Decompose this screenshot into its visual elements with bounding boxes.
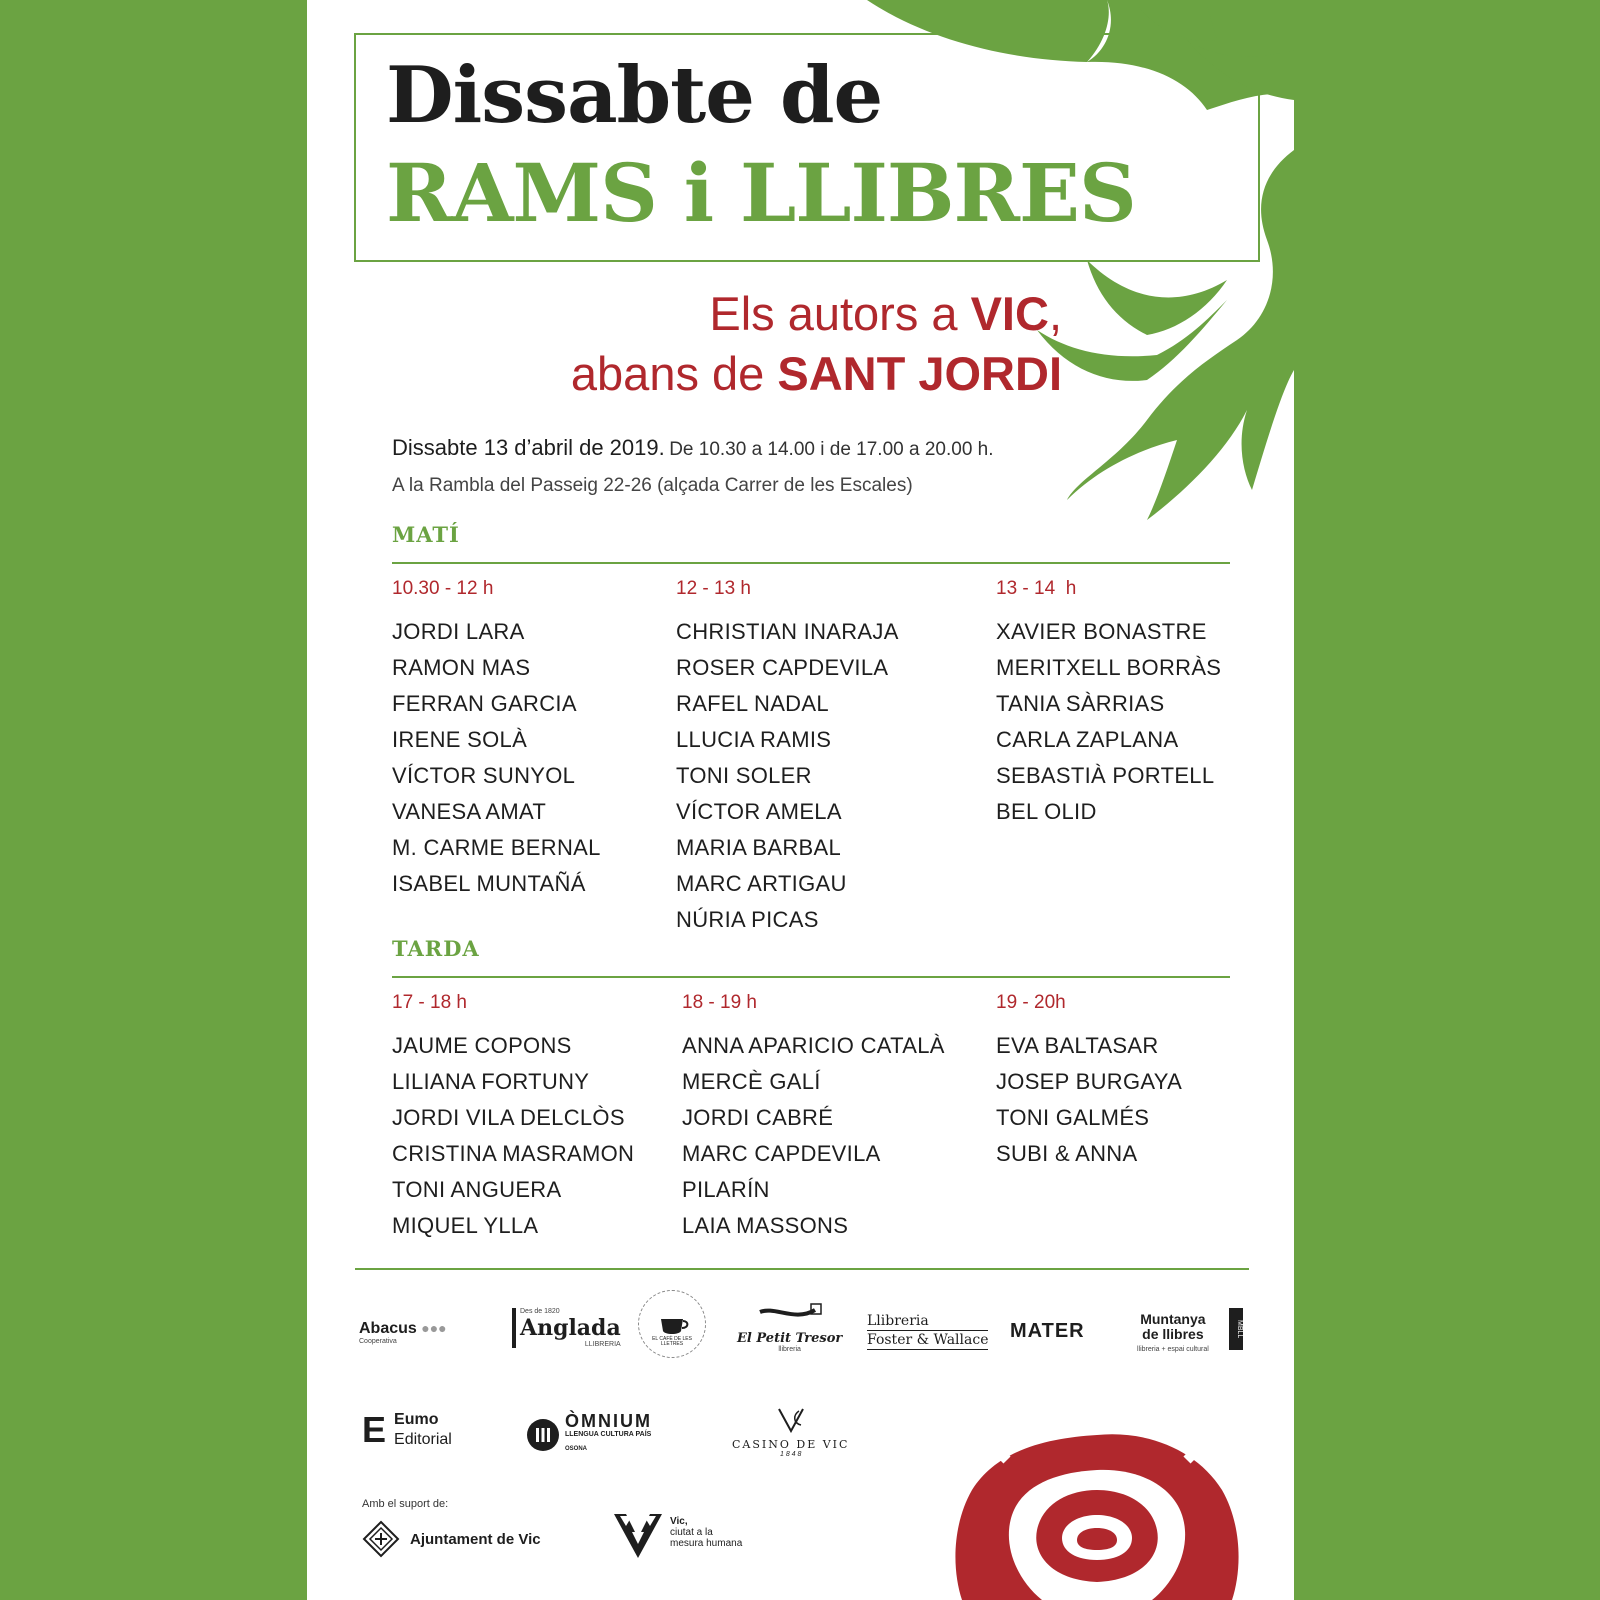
- vic-ciutat-logo: [612, 1512, 742, 1560]
- time-slot: 17 - 18 h: [392, 992, 467, 1013]
- petit-tresor-icon: [755, 1302, 825, 1326]
- support-label: Amb el suport de:: [362, 1498, 449, 1510]
- afternoon-label: TARDA: [392, 936, 480, 961]
- ajuntament-name: Ajuntament de Vic: [410, 1530, 541, 1548]
- author-name: JORDI LARA: [392, 619, 525, 644]
- author-name: CRISTINA MASRAMON: [392, 1141, 635, 1166]
- time-slot: 12 - 13 h: [676, 578, 751, 599]
- casino-v-icon: [771, 1405, 811, 1433]
- subtitle-line-1: [709, 287, 1062, 340]
- author-name: VANESA AMAT: [392, 799, 547, 824]
- time-slot: 19 - 20h: [996, 992, 1066, 1013]
- morning-label: MATÍ: [392, 522, 460, 547]
- abacus-sub: Cooperativa: [359, 1338, 397, 1345]
- author-name: TONI GALMÉS: [996, 1105, 1150, 1130]
- author-name: CARLA ZAPLANA: [996, 727, 1179, 752]
- author-name: XAVIER BONASTRE: [996, 619, 1207, 644]
- anglada-sub: LLIBRERIA: [584, 1341, 621, 1348]
- author-name: MARC ARTIGAU: [676, 871, 847, 896]
- cafe-lletres-logo: [638, 1290, 706, 1358]
- vic-line2: ciutat a la: [670, 1527, 713, 1538]
- omnium-name: ÒMNIUM: [565, 1411, 652, 1431]
- author-name: RAMON MAS: [392, 655, 531, 680]
- omnium-sub: LLENGUA CULTURA PAÍS: [565, 1431, 652, 1438]
- title-box: [354, 33, 1260, 262]
- poster: [307, 0, 1294, 1600]
- abacus-logo: [359, 1320, 447, 1345]
- author-list: [682, 1028, 945, 1244]
- muntanya-line1: Muntanya: [1140, 1311, 1206, 1327]
- muntanya-logo: [1137, 1312, 1209, 1357]
- eumo-line1: Eumo: [394, 1411, 439, 1428]
- event-date: Dissabte 13 d’abril de 2019.: [392, 435, 665, 460]
- author-name: LAIA MASSONS: [682, 1213, 849, 1238]
- subtitle-2-strong: SANT JORDI: [777, 347, 1062, 400]
- author-name: TONI ANGUERA: [392, 1177, 562, 1202]
- author-name: MERCÈ GALÍ: [682, 1069, 821, 1094]
- time-slot: 10.30 - 12 h: [392, 578, 494, 599]
- author-list: [996, 1028, 1182, 1172]
- subtitle-1-suffix: ,: [1048, 287, 1062, 340]
- author-name: ISABEL MUNTAÑÁ: [392, 871, 586, 896]
- author-name: CHRISTIAN INARAJA: [676, 619, 899, 644]
- author-name: NÚRIA PICAS: [676, 907, 819, 932]
- author-name: MIQUEL YLLA: [392, 1213, 539, 1238]
- footer-rule: [355, 1268, 1249, 1270]
- author-name: TONI SOLER: [676, 763, 812, 788]
- ajuntament-logo: [362, 1520, 541, 1558]
- petit-tresor-logo: [737, 1302, 842, 1353]
- foster-line2: Foster & Wallace: [867, 1332, 989, 1348]
- vic-line3: mesura humana: [670, 1538, 743, 1549]
- author-name: JAUME COPONS: [392, 1033, 572, 1058]
- subtitle-1-prefix: Els autors a: [709, 287, 971, 340]
- author-name: FERRAN GARCIA: [392, 691, 577, 716]
- author-name: MARIA BARBAL: [676, 835, 841, 860]
- author-list: [676, 614, 899, 938]
- morning-rule: [392, 562, 1230, 564]
- muntanya-line2: de llibres: [1142, 1326, 1204, 1342]
- event-place: A la Rambla del Passeig 22-26 (alçada Carrer de les Escales): [392, 475, 913, 496]
- author-name: SUBI & ANNA: [996, 1141, 1138, 1166]
- author-name: RAFEL NADAL: [676, 691, 829, 716]
- vic-v-icon: [612, 1512, 664, 1560]
- eumo-logo: [362, 1410, 452, 1450]
- author-name: IRENE SOLÀ: [392, 727, 528, 752]
- omnium-icon: [527, 1419, 559, 1451]
- afternoon-column-1: [392, 992, 634, 1244]
- author-name: JORDI VILA DELCLÒS: [392, 1105, 625, 1130]
- author-name: PILARÍN: [682, 1177, 770, 1202]
- author-name: VÍCTOR AMELA: [676, 799, 842, 824]
- petit-tresor-sub: llibreria: [778, 1346, 801, 1353]
- time-slot: 18 - 19 h: [682, 992, 757, 1013]
- omnium-logo: [527, 1411, 652, 1456]
- afternoon-column-3: [996, 992, 1182, 1172]
- eumo-line2: Editorial: [394, 1431, 452, 1448]
- anglada-since: Des de 1820: [520, 1308, 560, 1315]
- foster-wallace-logo: [867, 1312, 988, 1350]
- author-list: [996, 614, 1221, 830]
- muntanya-sub: llibreria + espai cultural: [1137, 1346, 1209, 1353]
- author-name: M. CARME BERNAL: [392, 835, 601, 860]
- author-name: JOSEP BURGAYA: [996, 1069, 1183, 1094]
- abacus-name: Abacus: [359, 1320, 417, 1337]
- time-slot: 13 - 14 h: [996, 578, 1077, 599]
- author-name: ROSER CAPDEVILA: [676, 655, 889, 680]
- author-name: EVA BALTASAR: [996, 1033, 1159, 1058]
- author-name: LLUCIA RAMIS: [676, 727, 832, 752]
- author-list: [392, 1028, 634, 1244]
- anglada-name: Anglada: [520, 1315, 621, 1341]
- date-line: [392, 435, 994, 461]
- author-name: LILIANA FORTUNY: [392, 1069, 590, 1094]
- anglada-logo: [512, 1308, 621, 1348]
- eumo-e-icon: E: [362, 1409, 387, 1450]
- omnium-osona: OSONA: [565, 1446, 588, 1452]
- author-name: BEL OLID: [996, 799, 1097, 824]
- author-name: VÍCTOR SUNYOL: [392, 763, 576, 788]
- casino-year: 1 8 4 8: [780, 1451, 802, 1458]
- mbll-logo: MBLL: [1229, 1308, 1243, 1350]
- subtitle-line-2: [570, 347, 1062, 400]
- author-name: MERITXELL BORRÀS: [996, 655, 1222, 680]
- title-line-1: Dissabte de: [386, 50, 883, 141]
- rose-icon: [947, 1430, 1247, 1600]
- cafe-name: EL CAFÈ DE LES LLETRES: [652, 1336, 692, 1347]
- event-hours: De 10.30 a 14.00 i de 17.00 a 20.00 h.: [669, 439, 994, 460]
- mater-logo: MATER: [1010, 1320, 1085, 1342]
- vic-shield-icon: [362, 1520, 400, 1558]
- foster-line1: Llibreria: [867, 1312, 988, 1331]
- abacus-dots-icon: ●●●: [421, 1320, 447, 1336]
- afternoon-rule: [392, 976, 1230, 978]
- petit-tresor-name: El Petit Tresor: [737, 1331, 843, 1346]
- afternoon-column-2: [682, 992, 945, 1244]
- subtitle-1-strong: VIC: [970, 287, 1049, 340]
- casino-name: CASINO DE VIC: [732, 1438, 850, 1451]
- author-list: [392, 614, 601, 902]
- morning-column-3: [996, 578, 1221, 830]
- author-name: JORDI CABRÉ: [682, 1105, 834, 1130]
- subtitle-2-prefix: abans de: [570, 347, 778, 400]
- author-name: ANNA APARICIO CATALÀ: [682, 1033, 945, 1058]
- casino-vic-logo: [732, 1405, 849, 1458]
- author-name: SEBASTIÀ PORTELL: [996, 763, 1215, 788]
- vic-line1: Vic,: [670, 1516, 688, 1527]
- author-name: MARC CAPDEVILA: [682, 1141, 881, 1166]
- cup-icon: [639, 1291, 705, 1357]
- morning-column-2: [676, 578, 899, 938]
- author-name: TANIA SÀRRIAS: [996, 691, 1165, 716]
- title-line-2: RAMS i LLIBRES: [386, 146, 1136, 240]
- morning-column-1: [392, 578, 601, 902]
